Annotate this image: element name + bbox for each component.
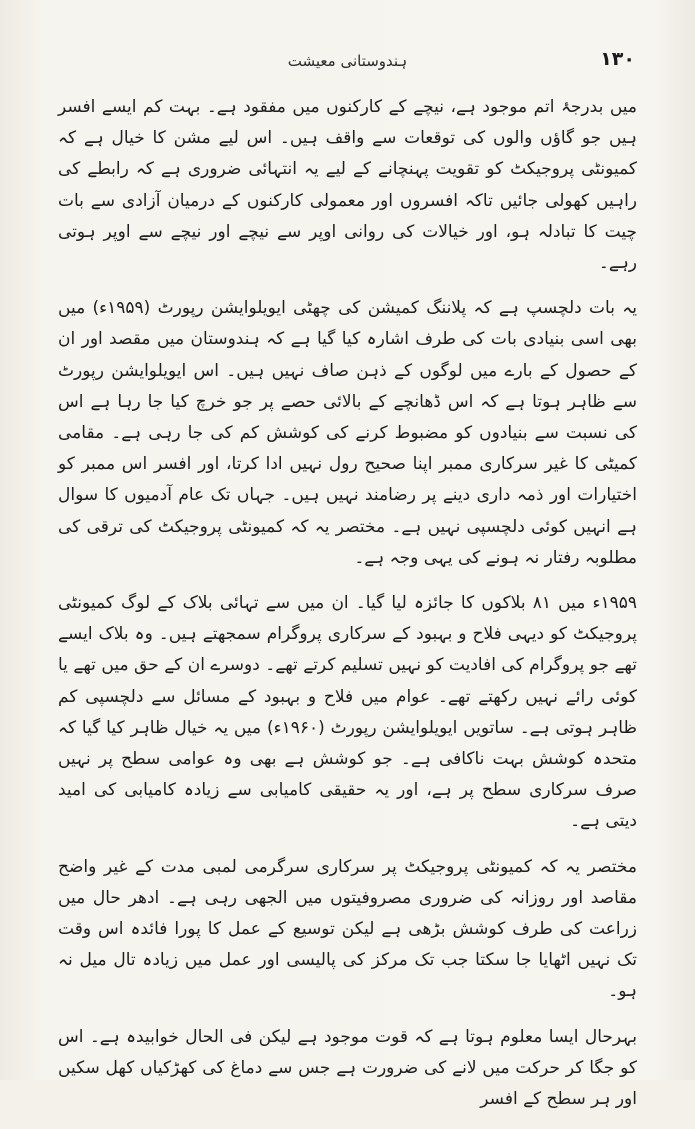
paragraph-5: بہرحال ایسا معلوم ہوتا ہے کہ قوت موجود ہے لیکن فی الحال خوابیدہ ہے۔ اس کو جگا کر حرکت میں لانے کی ضرورت ہے جس سے دماغ کی کھڑکیاں کھل سکیں اور ہر سطح کے افسر — [58, 1026, 637, 1110]
paragraph-3: ۱۹۵۹ء میں ۸۱ بلاکوں کا جائزہ لیا گیا۔ ان میں سے تہائی بلاک کے لوگ کمیونٹی پروجیکٹ کو دیہی فلاح و بہبود کے سرکاری پروگرام سمجھتے ہیں۔ وہ بلاک ایسے تھے جو پروگرام کی افادیت کو نہیں تسلیم کرتے تھے۔ دوسرے ان کے حق میں تھے یا کوئی رائے نہیں رکھتے تھے۔ عوام میں فلاح و بہبود کے مسائل سے دلچسپی کم ظاہر ہوتی ہے۔ ساتویں ایویلوایشن رپورٹ (۱۹۶۰ء) میں یہ خیال ظاہر کیا گیا کہ متحدہ کوشش بہت ناکافی ہے۔ جو کوشش ہے بھی وہ عوامی سطح پر نہیں صرف سرکاری سطح پر ہے، اور یہ حقیقی کامیابی سے زیادہ کامیابی کی امید دیتی ہے۔ — [58, 593, 637, 832]
body-text — [58, 92, 637, 1129]
page-header — [60, 46, 635, 80]
page-number: ۱۳۰ — [600, 48, 635, 70]
paragraph-2: یہ بات دلچسپ ہے کہ پلاننگ کمیشن کی چھٹی ایویلوایشن رپورٹ (۱۹۵۹ء) میں بھی اسی بنیادی بات کی طرف اشارہ کیا گیا ہے کہ ہندوستان میں مقصد اور ان کے حصول کے بارے میں لوگوں کے ذہن صاف نہیں ہیں۔ اس ایویلوایشن رپورٹ سے ظاہر ہوتا ہے کہ اس ڈھانچے کے بالائی حصے پر جو خرچ کیا جا رہا ہے اس کی نسبت سے بنیادوں کو مضبوط کرنے کی کوشش کم کی جا رہی ہے۔ مقامی کمیٹی کا غیر سرکاری ممبر اپنا صحیح رول نہیں ادا کرتا، اور افسر اس ممبر کو اختیارات اور ذمہ داری دینے پر رضامند نہیں ہیں۔ جہاں تک عام آدمیوں کا سوال ہے انہیں کوئی دلچسپی نہیں ہے۔ مختصر یہ کہ کمیونٹی پروجیکٹ کی ترقی کی مطلوبہ رفتار نہ ہونے کی یہی وجہ ہے۔ — [58, 298, 637, 568]
paragraph-4: مختصر یہ کہ کمیونٹی پروجیکٹ پر سرکاری سرگرمی لمبی مدت کے غیر واضح مقاصد اور روزانہ کی ضروری مصروفیتوں میں الجھی رہی ہے۔ ادھر حال میں زراعت کی طرف کوشش بڑھی ہے لیکن توسیع کے عمل کا پورا فائدہ اس وقت تک نہیں اٹھایا جا سکتا جب تک مرکز کی پالیسی اور عمل میں زیادہ تال میل نہ ہو۔ — [58, 856, 637, 1002]
running-title: ہندوستانی معیشت — [287, 52, 408, 70]
paragraph-1: میں بدرجۂ اتم موجود ہے، نیچے کے کارکنوں میں مفقود ہے۔ بہت کم ایسے افسر ہیں جو گاؤں والوں کی توقعات سے واقف ہیں۔ اس لیے مشن کا خیال ہے کہ کمیونٹی پروجیکٹ کو تقویت پہنچانے کے لیے یہ انتہائی ضروری ہے کہ رابطے کی راہیں کھولی جائیں تاکہ افسروں اور معمولی کارکنوں کے درمیان آزادی سے بات چیت کا تبادلہ ہو، اور خیالات کی روانی اوپر سے نیچے اور نیچے سے اوپر ہوتی رہے۔ — [58, 97, 637, 274]
